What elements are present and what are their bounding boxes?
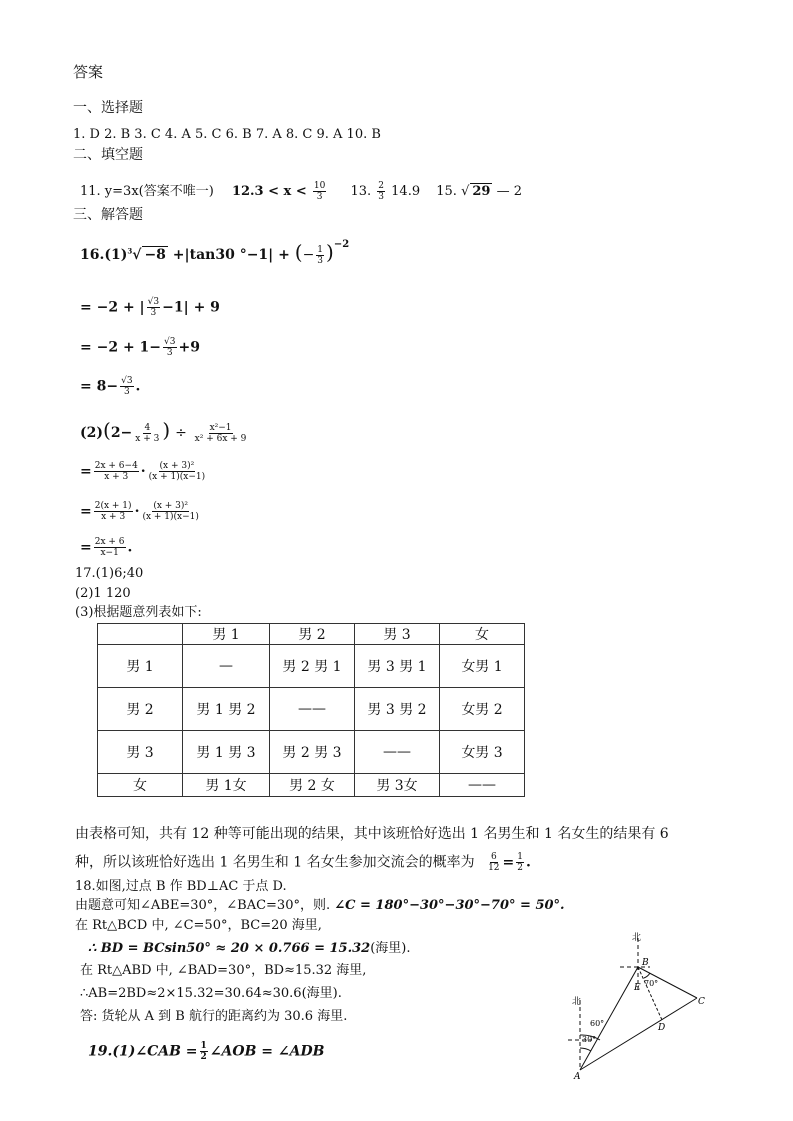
q16-step3: = 8− $\frac{√3}{3}$ . <box>80 376 141 397</box>
table-header-cell: 男 2 <box>270 624 355 645</box>
q18-line5: 在 Rt△ABD 中, ∠BAD=30°，BD≈15.32 海里, <box>80 963 367 978</box>
q18-line6: ∴AB=2BD≈2×15.32=30.64≈30.6(海里). <box>80 986 342 1001</box>
outcome-table <box>97 623 525 797</box>
q16-part2-step1: = $\frac{2x + 6-4}{x + 3}$ · $\frac{\text{(x + 3)²}}{(x + 1)(x-1)}$ <box>80 461 206 482</box>
angle-60-label: 60° <box>590 1019 605 1028</box>
table-cell: 男 2 男 3 <box>270 731 355 774</box>
table-cell: 男 1女 <box>183 774 270 797</box>
table-cell: 女男 1 <box>440 645 525 688</box>
north-label-a: 北 <box>572 997 582 1007</box>
section-heading-choice: 一、选择题 <box>73 100 143 116</box>
q17-answer-1: 17.(1)6;40 <box>75 566 144 581</box>
angle-30-label: 30° <box>582 1035 597 1044</box>
q16-step2: = −2 + 1− $\frac{√3}{3}$ +9 <box>80 337 200 358</box>
point-a-label: A <box>574 1072 581 1080</box>
table-row <box>98 645 525 688</box>
table-cell: —— <box>440 774 525 797</box>
table-cell: 女男 3 <box>440 731 525 774</box>
point-d-label: D <box>658 1023 666 1033</box>
q16-part1-expression: $16.(1)^3√ -8 +|\tan 30$ °−1| + (− $\frac{1}{3}$ )$^{-2}$ <box>80 239 350 266</box>
q12-answer: 12.3 < x < <box>231 184 307 199</box>
angle-70-label: 70° <box>644 979 659 988</box>
q16-part2-step3: = $\frac{2x + 6}{x-1}$ . <box>80 537 133 558</box>
table-row <box>98 731 525 774</box>
table-cell: 男 2 男 1 <box>270 645 355 688</box>
navigation-figure <box>560 930 710 1080</box>
table-header-row <box>98 624 525 645</box>
q15-radicand: 29 <box>472 184 491 199</box>
q16-part2-expression: (2)(2− $\frac{4}{x + 3}$ ) ÷ $\frac{\text{x²−1}}{\text{x² + 6x + 9}}$ <box>80 418 247 444</box>
page-title: 答案 <box>73 63 104 81</box>
q14-answer: 14.9 <box>391 184 421 199</box>
q17-answer-3: (3)根据题意列表如下: <box>75 605 202 620</box>
table-cell: 男 2 <box>98 688 183 731</box>
table-cell: — <box>183 645 270 688</box>
q18-line1: 18.如图,过点 B 作 BD⊥AC 于点 D. <box>75 879 287 894</box>
q18-line7: 答: 货轮从 A 到 B 航行的距离约为 30.6 海里. <box>80 1009 348 1024</box>
q17-answer-2: (2)1 120 <box>75 586 131 601</box>
table-header-cell: 女 <box>440 624 525 645</box>
section-heading-fill: 二、填空题 <box>73 147 143 163</box>
q19-answer: 19.(1)∠CAB = $\frac{1}{2}$ ∠AOB = ∠ADB <box>88 1041 325 1062</box>
table-cell: 男 3女 <box>355 774 440 797</box>
q13-fraction: $\frac{2}{3}$ <box>378 181 385 202</box>
q17-conclusion-line2: 种，所以该班恰好选出 1 名男生和 1 名女生参加交流会的概率为 $\frac{6}{12}$ = $\frac{1}{2}$ . <box>75 852 531 873</box>
q11-answer: 11. y=3x(答案不唯一) <box>80 184 214 199</box>
table-cell: 男 1 <box>98 645 183 688</box>
table-header-cell: 男 3 <box>355 624 440 645</box>
table-row <box>98 688 525 731</box>
section-heading-solve: 三、解答题 <box>73 207 143 223</box>
table-cell: —— <box>355 731 440 774</box>
table-row <box>98 774 525 797</box>
q15-label: 15. <box>436 184 457 199</box>
table-cell: 女男 2 <box>440 688 525 731</box>
north-label-b: 北 <box>632 933 642 943</box>
q15-tail: — 2 <box>496 184 523 199</box>
fill-answers: 11. y=3x(答案不唯一) 12.3 < x < $\frac{10}{3}$ 13. $\frac{2}{3}$ 14.9 15. √ 29 — 2 <box>80 181 523 202</box>
table-cell: —— <box>270 688 355 731</box>
point-e-label: E <box>634 983 641 993</box>
table-cell: 男 3 男 2 <box>355 688 440 731</box>
table-cell: 男 2 女 <box>270 774 355 797</box>
table-cell: 女 <box>98 774 183 797</box>
point-c-label: C <box>698 997 705 1007</box>
q18-line2: 由题意可知∠ABE=30°，∠BAC=30°，则. ∠C = 180°−30°−30°−70° = 50°. <box>75 898 565 913</box>
table-header-cell: 男 1 <box>183 624 270 645</box>
q16-step1: = −2 + | $\frac{√3}{3}$ −1| + 9 <box>80 297 220 318</box>
choice-answers: 1. D 2. B 3. C 4. A 5. C 6. B 7. A 8. C 9. A 10. B <box>73 127 381 142</box>
q12-fraction: $\frac{10}{3}$ <box>313 181 326 202</box>
q13-label: 13. <box>350 184 372 199</box>
q16-part2-step2: = $\frac{2(x + 1)}{x + 3}$ · $\frac{\text{(x + 3)²}}{(x + 1)(x-1)}$ <box>80 501 199 522</box>
table-cell: 男 1 男 2 <box>183 688 270 731</box>
q17-conclusion-line1: 由表格可知，共有 12 种等可能出现的结果，其中该班恰好选出 1 名男生和 1 名女生的结果有 6 <box>75 826 669 842</box>
table-cell: 男 1 男 3 <box>183 731 270 774</box>
q18-line4: ∴ BD = BCsin50° ≈ 20 × 0.766 = 15.32(海里). <box>88 941 411 956</box>
point-b-label: B <box>642 958 649 968</box>
table-cell: 男 3 <box>98 731 183 774</box>
q18-line3: 在 Rt△BCD 中, ∠C=50°，BC=20 海里, <box>75 918 322 933</box>
table-header-cell <box>98 624 183 645</box>
table-cell: 男 3 男 1 <box>355 645 440 688</box>
